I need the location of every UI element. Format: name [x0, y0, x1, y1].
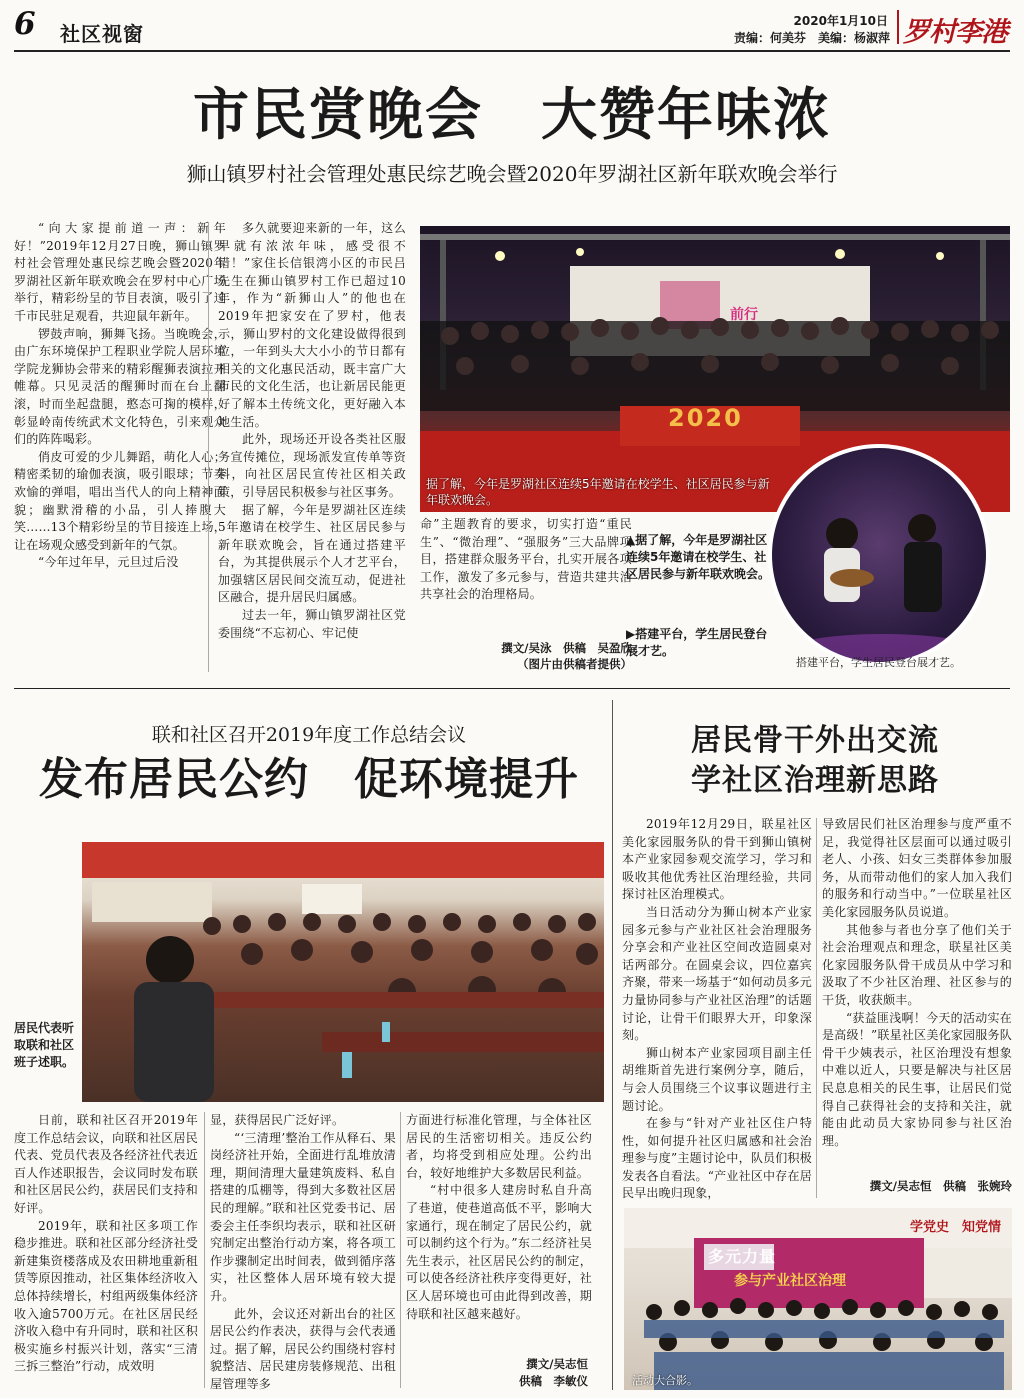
paragraph: “今年过年早，元旦过后没 [38, 555, 179, 570]
article1-photo-credit: （图片由供稿者提供） [517, 657, 632, 671]
stage-banner-2020: 2020 [668, 404, 743, 432]
paragraph: 2019年，联和社区多项工作稳步推进。联和社区部分经济社受新建集资楼落成及农田耕地重新租赁等原因推动，社区集体经济收入总体持续增长，村组两级集体经济收入逾5700万元。在社区居民经济收入稳中有升同时，联和社区积极实施乡村振兴计划，落实“三清三拆三整治”行动，成效明 [14, 1218, 198, 1374]
banner-text-main: 多元力量 [708, 1247, 777, 1266]
article-separator [14, 688, 1010, 689]
column-divider [816, 818, 817, 1198]
paragraph: 导致居民们社区治理参与度严重不足，我觉得社区层面可以通过吸引老人、小孩、妇女三类群体参加服务，从而带动他们的家人加入我们的服务和行动当中。”一位联星社区美化家园服务队员说道。 [822, 817, 1012, 919]
page-header [0, 0, 1024, 50]
article1-column-2 [218, 220, 406, 642]
photo-meeting-room [82, 842, 604, 1102]
paragraph: 过去一年，狮山镇罗湖社区党委围绕“不忘初心、牢记使 [218, 608, 406, 640]
issue-date: 2020年1月10日 [793, 14, 888, 28]
paragraph: 显，获得居民广泛好评。 [210, 1113, 345, 1127]
paragraph: 狮山树本产业家园项目副主任胡维斯首先进行案例分享，随后，与会人员围绕三个议事议题进行主题讨论。 [622, 1045, 812, 1113]
paragraph: 日前，联和社区召开2019年度工作总结会议，向联和社区居民代表、党员代表及各经济社代表近百人作述职报告，会议同时发布联和社区居民公约，获居民们支持和好评。 [14, 1113, 198, 1215]
paragraph: 在参与“针对产业社区住户特性，如何提升社区归属感和社会治理参与度”主题讨论中，队员们积极发表各自看法。“产业社区中存在居民早出晚归现象， [622, 1116, 812, 1201]
side-caption-2: ▶搭建平台，学生居民登台展才艺。 [626, 627, 768, 658]
banner-text-sub: 参与产业社区治理 [734, 1273, 846, 1289]
paragraph: 方面进行标准化管理，与全体社区居民的生活密切相关。违反公约者，均将受到相应处理。公约出台，较好地维护大多数居民利益。 [406, 1113, 592, 1180]
stage-backdrop-text: 前行 [730, 307, 758, 323]
paragraph: 据了解，今年是罗湖社区连续5年邀请在校学生、社区居民参与新年联欢晚会，旨在通过搭建平台，为其提供展示个人才艺平台，加强辖区居民间交流互动，促进社区融合，提升居民归属感。 [218, 502, 406, 605]
section-divider [612, 700, 613, 1390]
photo-group-caption: 活动大合影。 [632, 1374, 698, 1387]
article2-kicker: 联和社区召开2019年度工作总结会议 [151, 724, 467, 746]
article3-title-line2: 学社区治理新思路 [691, 763, 939, 798]
paragraph: 锣鼓声响，狮舞飞扬。当晚晚会，由广东环境保护工程职业学院人居环境学院龙狮协会带来的精彩醒狮表演拉开帷幕。只见灵活的醒狮时而在台上翻滚，时而坐起盘腿，憨态可掬的模样，彰显岭南传统武术文化特色，引来观众们的阵阵喝彩。 [14, 326, 226, 447]
article2-column-2 [210, 1112, 396, 1394]
article1-column-3 [420, 516, 632, 604]
article2-column-3 [406, 1112, 592, 1323]
group-photo-icon [624, 1208, 1012, 1390]
header-rule [14, 50, 1010, 52]
paragraph: 当日活动分为狮山树本产业家园多元参与产业社区社会治理服务分享会和产业社区空间改造圆桌对话两部分。在圆桌会议，四位嘉宾齐聚，带来一场基于“如何动员多元力量协同参与产业社区治理”的话题讨论，让骨干们眼界大开，印象深刻。 [622, 904, 812, 1043]
article3-title-line1: 居民骨干外出交流 [691, 723, 939, 758]
paragraph: 俏皮可爱的少儿舞蹈，萌化人心；精密柔韧的瑜伽表演，吸引眼球；节奏欢愉的弹唱，唱出当代人的向上精神面貌；幽默滑稽的小品，引人捧腹大笑……13个精彩纷呈的节目接连上场，让在场观众感受到新年的气氛。 [14, 449, 226, 552]
article2-title: 发布居民公约 促环境提升 [39, 754, 579, 805]
paragraph: 命”主题教育的要求，切实打造“重民生”、“微治理”、“强服务”三大品牌项目，搭建群众服务平台，扎实开展各项工作，激发了多元参与，营造共建共治共享社会的治理格局。 [420, 517, 632, 602]
article2-photo-credit: 供稿 李敏仪 [519, 1374, 588, 1388]
photo-meeting-caption: 居民代表听取联和社区班子述职。 [14, 1021, 75, 1069]
section-name: 社区视窗 [60, 22, 144, 46]
article1-title: 市民赏晚会 大赞年味浓 [193, 82, 831, 148]
wall-slogan: 学党史 知党情 [910, 1220, 1002, 1235]
article3-byline: 撰文/吴志恒 供稿 张婉玲 [869, 1179, 1012, 1193]
column-divider [208, 222, 209, 672]
paragraph: 2019年12月29日，联星社区美化家园服务队的骨干到狮山镇树本产业家园参观交流学习，学习和吸收其他优秀社区治理经验，共同探讨社区治理模式。 [622, 817, 812, 902]
paragraph: “‘三清理’整治工作从释石、果岗经济社开始，全面进行乱堆放清理，期间清理大量建筑废料、私自搭建的瓜棚等，得到大多数社区居民的理解。”联和社区党委书记、居委会主任李织均表示，联和社区研究制定出整治行动方案，将各项工作步骤制定出时间表，做到循序落实，社区整体人居环境有较大提升。 [210, 1130, 396, 1303]
article3-column-2 [822, 816, 1012, 1150]
page-number: 6 [14, 6, 36, 42]
paragraph: “向大家提前道一声：新年好！”2019年12月27日晚，狮山镇罗村社会管理处惠民综艺晚会暨2020年罗湖社区新年联欢晚会在罗村中心广场举行，精彩纷呈的节目表演，吸引了过千市民驻足观看，共迎鼠年新年。 [14, 221, 226, 323]
masthead-logo: 罗村李港 [903, 17, 1007, 48]
article2-byline: 撰文/吴志恒 [526, 1357, 588, 1371]
column-divider [400, 1112, 401, 1388]
paragraph: “获益匪浅啊！今天的活动实在是高级！”联星社区美化家园服务队骨干少姨表示，社区治理没有想象中难以近人，只要是解决与社区居民息息相关的民生事，让居民们觉得自己获得社会的支持和关注，就能由此动员大家协同参与社区治理。 [822, 1010, 1012, 1148]
paragraph: 此外，会议还对新出台的社区居民公约作表决，获得与会代表通过。据了解，居民公约围绕村容村貌整洁、居民建房装修规范、出租屋管理等多 [210, 1306, 396, 1391]
photo-gala-caption: 据了解，今年是罗湖社区连续5年邀请在校学生、社区居民参与新年联欢晚会。 [426, 477, 770, 507]
article2-column-1 [14, 1112, 198, 1376]
photo-performers-circle [768, 444, 990, 666]
side-caption-1: ▲据了解，今年是罗湖社区连续5年邀请在校学生、社区居民参与新年联欢晚会。 [626, 533, 771, 581]
column-divider [204, 1112, 205, 1388]
performers-icon [772, 448, 990, 666]
paragraph: 多久就要迎来新的一年，这么早就有浓浓年味，感受很不错！”家住长信银湾小区的市民吕先生在狮山镇罗村工作已超过10年，作为“新狮山人”的他也在2019年把家安在了罗村，他表示，狮山罗村的文化建设做得很到位，一年到头大大小小的节日都有相关的文化惠民活动，既丰富广大市民的文化生活，也让新居民能更好了解本土传统文化，更好融入本地生活。 [218, 221, 406, 429]
article3-column-1 [622, 816, 812, 1203]
article1-byline: 撰文/吴泳 供稿 吴盈欣 [501, 641, 632, 655]
article1-column-1 [14, 220, 226, 572]
photo-circle-caption: 搭建平台，学生居民登台展才艺。 [796, 656, 961, 669]
paragraph: 此外，现场还开设各类社区服务宣传摊位，现场派发宣传单等资料，向社区居民宣传社区相关政策，引导居民积极参与社区事务。 [218, 432, 406, 499]
meeting-attendees-icon [82, 842, 604, 1102]
editors-line: 责编：何美芬 美编：杨淑萍 [733, 31, 890, 45]
paragraph: 其他参与者也分享了他们关于社会治理观点和理念，联星社区美化家园服务队骨干成员从中学习和汲取了不少社区治理、社区参与的干货，收获颇丰。 [822, 922, 1012, 1007]
masthead-divider [897, 10, 899, 44]
paragraph: “村中很多人建房时私自升高了巷道，使巷道高低不平，影响大家通行，现在制定了居民公约，就可以制约这个行为。”东二经济社吴先生表示，社区居民公约的制定，可以使各经济社秩序变得更好，社区人居环境也可由此得到改善，期待联和社区越来越好。 [406, 1183, 592, 1321]
article1-subtitle: 狮山镇罗村社会管理处惠民综艺晚会暨2020年罗湖社区新年联欢晚会举行 [186, 162, 838, 186]
photo-group-outing [624, 1208, 1012, 1390]
